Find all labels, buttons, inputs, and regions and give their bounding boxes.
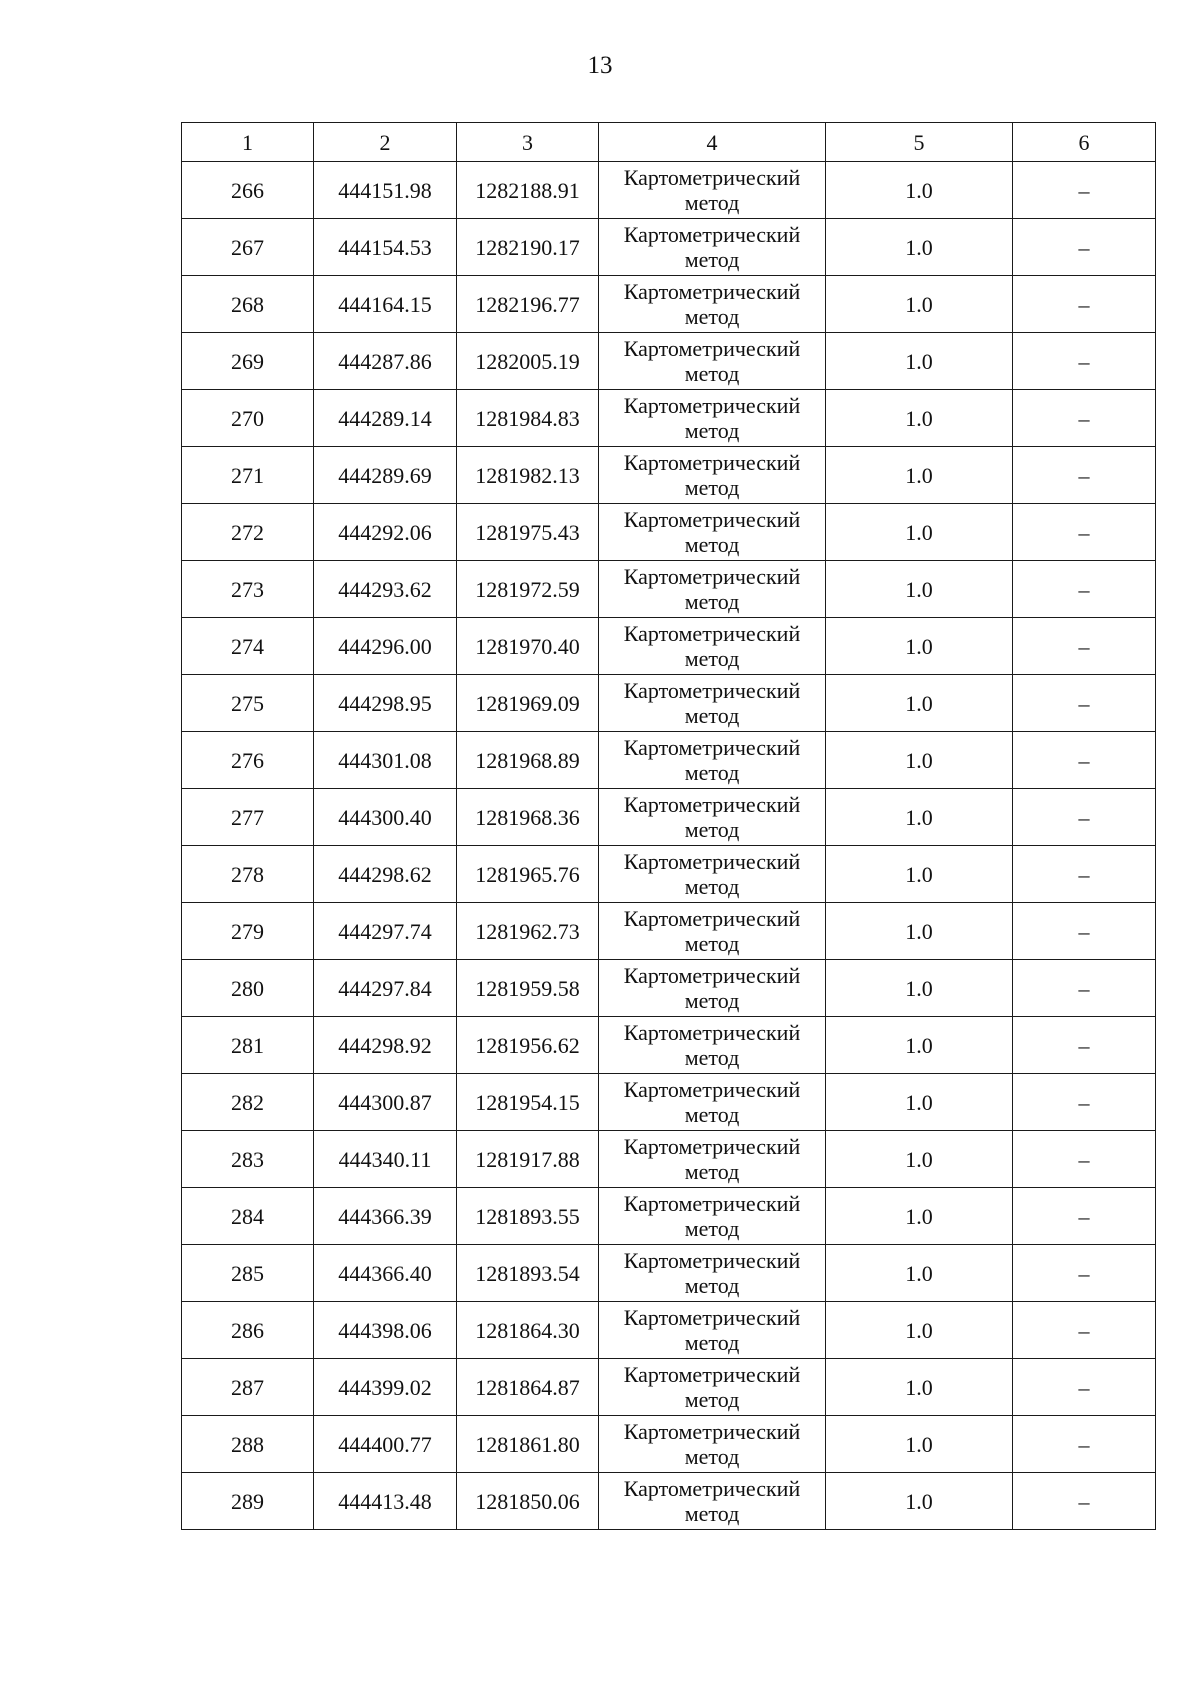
cell-note: –	[1013, 1302, 1156, 1359]
table-row	[182, 1302, 1156, 1359]
table-row	[182, 846, 1156, 903]
table-row	[182, 1245, 1156, 1302]
table-row	[182, 789, 1156, 846]
cell-accuracy: 1.0	[826, 447, 1013, 504]
cell-point-number: 289	[182, 1473, 314, 1530]
cell-coordinate-y: 1281972.59	[457, 561, 599, 618]
cell-point-number: 273	[182, 561, 314, 618]
cell-note: –	[1013, 333, 1156, 390]
cell-coordinate-y: 1281970.40	[457, 618, 599, 675]
cell-accuracy: 1.0	[826, 1302, 1013, 1359]
cell-coordinate-y: 1281975.43	[457, 504, 599, 561]
cell-coordinate-y: 1281968.89	[457, 732, 599, 789]
cell-coordinate-y: 1281965.76	[457, 846, 599, 903]
cell-note: –	[1013, 162, 1156, 219]
cell-coordinate-x: 444298.62	[314, 846, 457, 903]
cell-coordinate-x: 444298.95	[314, 675, 457, 732]
table-row	[182, 276, 1156, 333]
cell-coordinate-y: 1281962.73	[457, 903, 599, 960]
cell-coordinate-y: 1281864.87	[457, 1359, 599, 1416]
cell-coordinate-y: 1281959.58	[457, 960, 599, 1017]
table-row	[182, 1131, 1156, 1188]
cell-method: Картометрический метод	[599, 561, 826, 618]
cell-method: Картометрический метод	[599, 504, 826, 561]
cell-point-number: 279	[182, 903, 314, 960]
table-header-row	[182, 123, 1156, 162]
table-row	[182, 960, 1156, 1017]
cell-method: Картометрический метод	[599, 846, 826, 903]
cell-note: –	[1013, 1017, 1156, 1074]
cell-point-number: 268	[182, 276, 314, 333]
cell-accuracy: 1.0	[826, 1359, 1013, 1416]
cell-coordinate-y: 1282190.17	[457, 219, 599, 276]
cell-method: Картометрический метод	[599, 1017, 826, 1074]
cell-coordinate-x: 444164.15	[314, 276, 457, 333]
cell-note: –	[1013, 1416, 1156, 1473]
cell-coordinate-x: 444297.74	[314, 903, 457, 960]
cell-method: Картометрический метод	[599, 447, 826, 504]
cell-point-number: 277	[182, 789, 314, 846]
coordinates-table	[181, 122, 1156, 1530]
cell-note: –	[1013, 561, 1156, 618]
cell-coordinate-y: 1281956.62	[457, 1017, 599, 1074]
cell-point-number: 276	[182, 732, 314, 789]
table-row	[182, 618, 1156, 675]
cell-method: Картометрический метод	[599, 1188, 826, 1245]
table-row	[182, 1416, 1156, 1473]
cell-point-number: 285	[182, 1245, 314, 1302]
cell-coordinate-y: 1281969.09	[457, 675, 599, 732]
table-row	[182, 219, 1156, 276]
cell-point-number: 270	[182, 390, 314, 447]
cell-coordinate-y: 1281864.30	[457, 1302, 599, 1359]
cell-accuracy: 1.0	[826, 903, 1013, 960]
cell-method: Картометрический метод	[599, 675, 826, 732]
cell-point-number: 287	[182, 1359, 314, 1416]
cell-accuracy: 1.0	[826, 1188, 1013, 1245]
cell-coordinate-x: 444151.98	[314, 162, 457, 219]
cell-accuracy: 1.0	[826, 675, 1013, 732]
cell-note: –	[1013, 1245, 1156, 1302]
cell-coordinate-y: 1281850.06	[457, 1473, 599, 1530]
column-header-2: 2	[314, 123, 457, 162]
cell-point-number: 278	[182, 846, 314, 903]
cell-coordinate-x: 444301.08	[314, 732, 457, 789]
cell-method: Картометрический метод	[599, 1302, 826, 1359]
table-body	[182, 123, 1156, 1530]
cell-note: –	[1013, 1473, 1156, 1530]
cell-accuracy: 1.0	[826, 618, 1013, 675]
cell-note: –	[1013, 960, 1156, 1017]
cell-coordinate-y: 1281984.83	[457, 390, 599, 447]
cell-method: Картометрический метод	[599, 390, 826, 447]
table-row	[182, 732, 1156, 789]
cell-method: Картометрический метод	[599, 1359, 826, 1416]
cell-note: –	[1013, 390, 1156, 447]
cell-coordinate-x: 444366.39	[314, 1188, 457, 1245]
page-number: 13	[587, 52, 613, 79]
table-row	[182, 504, 1156, 561]
cell-coordinate-x: 444289.69	[314, 447, 457, 504]
cell-coordinate-x: 444289.14	[314, 390, 457, 447]
cell-method: Картометрический метод	[599, 960, 826, 1017]
cell-note: –	[1013, 1188, 1156, 1245]
cell-point-number: 267	[182, 219, 314, 276]
cell-method: Картометрический метод	[599, 1131, 826, 1188]
cell-point-number: 286	[182, 1302, 314, 1359]
cell-accuracy: 1.0	[826, 1416, 1013, 1473]
cell-point-number: 284	[182, 1188, 314, 1245]
cell-accuracy: 1.0	[826, 732, 1013, 789]
table-row	[182, 1359, 1156, 1416]
cell-note: –	[1013, 618, 1156, 675]
cell-point-number: 275	[182, 675, 314, 732]
cell-note: –	[1013, 1359, 1156, 1416]
cell-accuracy: 1.0	[826, 504, 1013, 561]
cell-note: –	[1013, 1131, 1156, 1188]
cell-method: Картометрический метод	[599, 1473, 826, 1530]
cell-accuracy: 1.0	[826, 1131, 1013, 1188]
column-header-4: 4	[599, 123, 826, 162]
table-row	[182, 162, 1156, 219]
cell-accuracy: 1.0	[826, 162, 1013, 219]
cell-coordinate-x: 444398.06	[314, 1302, 457, 1359]
cell-accuracy: 1.0	[826, 390, 1013, 447]
cell-point-number: 282	[182, 1074, 314, 1131]
table-row	[182, 675, 1156, 732]
cell-coordinate-x: 444413.48	[314, 1473, 457, 1530]
table-row	[182, 447, 1156, 504]
table-row	[182, 333, 1156, 390]
cell-accuracy: 1.0	[826, 1017, 1013, 1074]
column-header-5: 5	[826, 123, 1013, 162]
cell-note: –	[1013, 789, 1156, 846]
cell-coordinate-y: 1281917.88	[457, 1131, 599, 1188]
cell-note: –	[1013, 276, 1156, 333]
cell-accuracy: 1.0	[826, 333, 1013, 390]
cell-accuracy: 1.0	[826, 960, 1013, 1017]
cell-coordinate-y: 1281861.80	[457, 1416, 599, 1473]
cell-point-number: 269	[182, 333, 314, 390]
cell-accuracy: 1.0	[826, 219, 1013, 276]
cell-coordinate-y: 1281893.55	[457, 1188, 599, 1245]
cell-coordinate-x: 444298.92	[314, 1017, 457, 1074]
cell-note: –	[1013, 219, 1156, 276]
cell-point-number: 266	[182, 162, 314, 219]
cell-coordinate-y: 1282005.19	[457, 333, 599, 390]
cell-coordinate-x: 444340.11	[314, 1131, 457, 1188]
cell-accuracy: 1.0	[826, 789, 1013, 846]
table-row	[182, 561, 1156, 618]
column-header-3: 3	[457, 123, 599, 162]
cell-method: Картометрический метод	[599, 219, 826, 276]
cell-note: –	[1013, 675, 1156, 732]
column-header-6: 6	[1013, 123, 1156, 162]
cell-method: Картометрический метод	[599, 732, 826, 789]
cell-coordinate-y: 1281893.54	[457, 1245, 599, 1302]
cell-note: –	[1013, 1074, 1156, 1131]
cell-method: Картометрический метод	[599, 1074, 826, 1131]
cell-coordinate-x: 444296.00	[314, 618, 457, 675]
cell-method: Картометрический метод	[599, 162, 826, 219]
cell-coordinate-x: 444300.40	[314, 789, 457, 846]
cell-note: –	[1013, 732, 1156, 789]
cell-note: –	[1013, 846, 1156, 903]
cell-accuracy: 1.0	[826, 1473, 1013, 1530]
cell-point-number: 283	[182, 1131, 314, 1188]
cell-coordinate-x: 444154.53	[314, 219, 457, 276]
cell-note: –	[1013, 447, 1156, 504]
cell-point-number: 272	[182, 504, 314, 561]
cell-coordinate-y: 1281968.36	[457, 789, 599, 846]
cell-coordinate-x: 444287.86	[314, 333, 457, 390]
cell-point-number: 288	[182, 1416, 314, 1473]
table-row	[182, 903, 1156, 960]
cell-method: Картометрический метод	[599, 789, 826, 846]
cell-accuracy: 1.0	[826, 1245, 1013, 1302]
cell-accuracy: 1.0	[826, 561, 1013, 618]
cell-accuracy: 1.0	[826, 1074, 1013, 1131]
cell-coordinate-x: 444293.62	[314, 561, 457, 618]
cell-coordinate-y: 1281954.15	[457, 1074, 599, 1131]
column-header-1: 1	[182, 123, 314, 162]
cell-coordinate-x: 444399.02	[314, 1359, 457, 1416]
cell-method: Картометрический метод	[599, 1245, 826, 1302]
cell-coordinate-x: 444292.06	[314, 504, 457, 561]
cell-coordinate-y: 1282196.77	[457, 276, 599, 333]
cell-coordinate-x: 444366.40	[314, 1245, 457, 1302]
cell-point-number: 280	[182, 960, 314, 1017]
cell-note: –	[1013, 903, 1156, 960]
cell-coordinate-x: 444400.77	[314, 1416, 457, 1473]
cell-coordinate-y: 1281982.13	[457, 447, 599, 504]
cell-coordinate-x: 444300.87	[314, 1074, 457, 1131]
table-row	[182, 1017, 1156, 1074]
cell-method: Картометрический метод	[599, 618, 826, 675]
cell-method: Картометрический метод	[599, 333, 826, 390]
cell-method: Картометрический метод	[599, 903, 826, 960]
table-row	[182, 1473, 1156, 1530]
cell-accuracy: 1.0	[826, 276, 1013, 333]
cell-accuracy: 1.0	[826, 846, 1013, 903]
cell-point-number: 281	[182, 1017, 314, 1074]
cell-note: –	[1013, 504, 1156, 561]
cell-point-number: 271	[182, 447, 314, 504]
table-row	[182, 1074, 1156, 1131]
cell-point-number: 274	[182, 618, 314, 675]
table-row	[182, 1188, 1156, 1245]
cell-coordinate-y: 1282188.91	[457, 162, 599, 219]
table-row	[182, 390, 1156, 447]
cell-method: Картометрический метод	[599, 1416, 826, 1473]
cell-coordinate-x: 444297.84	[314, 960, 457, 1017]
cell-method: Картометрический метод	[599, 276, 826, 333]
